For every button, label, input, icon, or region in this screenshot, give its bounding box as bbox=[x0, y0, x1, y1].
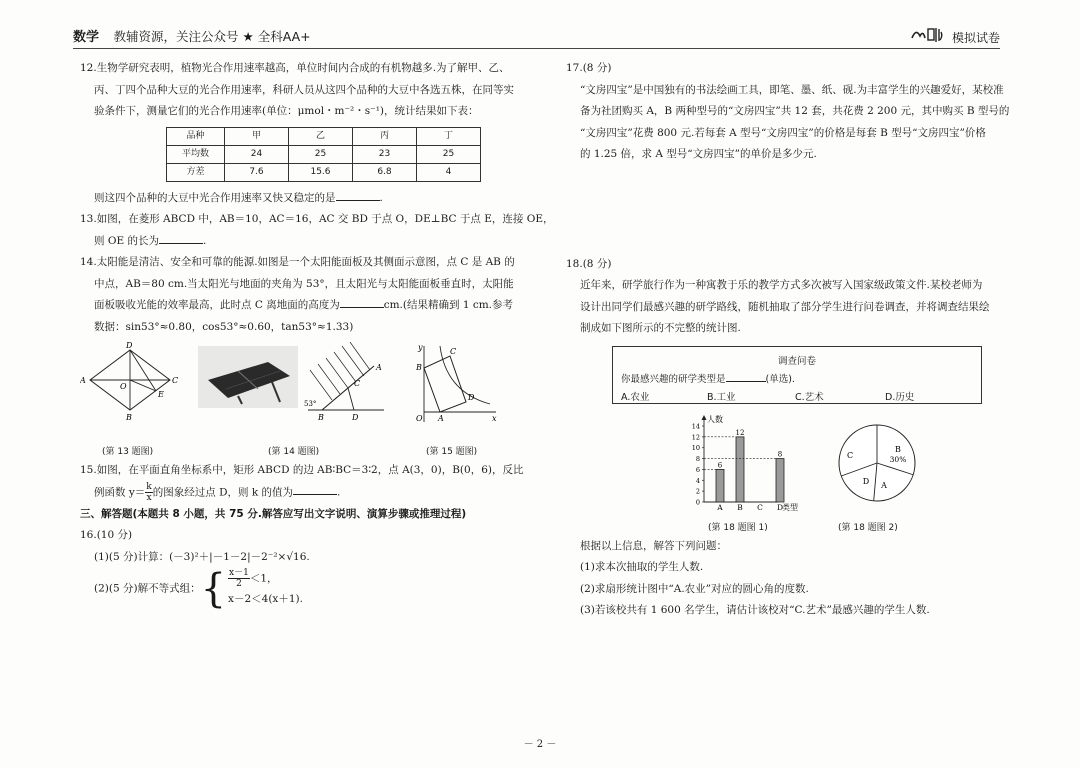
q17-line-4: 的 1.25 倍，求 A 型号“文房四宝”的单价是多少元. bbox=[580, 148, 817, 160]
q14-line-2: 中点，AB＝80 cm.当太阳光与地面的夹角为 53°，且太阳光与太阳能面板垂直时，太阳能 bbox=[94, 277, 514, 290]
q15-line-1: 15.如图，在平面直角坐标系中，矩形 ABCD 的边 AB∶BC＝3∶2，点 A(3，0)，B(0，6)，反比 bbox=[80, 464, 524, 476]
q17-title: 17.(8 分) bbox=[566, 62, 612, 74]
q13-ask-text: 则 OE 的长为 bbox=[94, 234, 159, 247]
table-cell: 25 bbox=[289, 145, 353, 163]
inequality-2: x－2＜4(x＋1). bbox=[228, 593, 303, 605]
fig15-label: B bbox=[416, 363, 422, 372]
q18-charts bbox=[566, 410, 1012, 518]
pie-slice-label: D bbox=[862, 476, 870, 486]
brace-icon: { bbox=[200, 565, 227, 612]
q17-line-1: “文房四宝”是中国独有的书法绘画工具，即笔、墨、纸、砚.为丰富学生的兴趣爱好，某校准 bbox=[580, 83, 1004, 96]
fraction-numerator: x－1 bbox=[229, 568, 249, 578]
bar-data-label: 8 bbox=[777, 450, 783, 459]
x-axis-label: 类型 bbox=[782, 502, 798, 512]
y-tick-label: 4 bbox=[695, 476, 700, 485]
table-cell: 7.6 bbox=[225, 163, 289, 181]
brand-logo bbox=[910, 26, 944, 48]
y-tick-label: 14 bbox=[691, 422, 700, 430]
q15-text: 例函数 y＝ bbox=[94, 486, 146, 498]
inequality-1-tail: ＜1， bbox=[249, 572, 278, 585]
fig13-label: C bbox=[172, 376, 179, 385]
table-cell: 25 bbox=[417, 145, 481, 163]
fig15-label: D bbox=[468, 393, 475, 402]
exam-type-label: 模拟试卷 bbox=[951, 30, 1000, 45]
q12-line-2: 丙、丁四个品种大豆的光合作用速率，科研人员从这四个品种的大豆中各选五株，在同等实 bbox=[94, 83, 514, 96]
q17-line-2: 备为社团购买 A，B 两种型号的“文房四宝”共 12 套，共花费 2 200 元，其中购买 B 型号的 bbox=[580, 105, 1010, 117]
x-tick-label: B bbox=[737, 502, 743, 512]
survey-option-a: A.农业 bbox=[621, 391, 650, 403]
pie-slice-label: C bbox=[846, 450, 854, 460]
subject-label: 数学 bbox=[73, 30, 100, 45]
figure-15-caption: (第 15 题图) bbox=[426, 447, 478, 457]
q12-ask-end: . bbox=[379, 191, 383, 204]
q18-line-3: 制成如下图所示的不完整的统计图. bbox=[580, 322, 741, 334]
q14-line-3 bbox=[80, 295, 520, 317]
q18-captions bbox=[566, 518, 1012, 536]
bar bbox=[736, 436, 744, 501]
fig13-label: A bbox=[80, 376, 86, 385]
q15-text: 的图象经过点 D，则 k 的值为 bbox=[152, 486, 294, 498]
pie-slice-label: B bbox=[895, 444, 901, 454]
q16-part-2 bbox=[80, 565, 520, 612]
chart-2-caption: (第 18 题图 2) bbox=[838, 522, 898, 533]
q14-line-4: 数据：sin53°≈0.80，cos53°≈0.60，tan53°≈1.33) bbox=[94, 320, 354, 333]
answer-blank bbox=[159, 232, 203, 244]
pie-slice-percent: 30% bbox=[889, 454, 907, 464]
figure-captions bbox=[80, 442, 520, 460]
fig13-label: O bbox=[120, 382, 127, 391]
answer-blank bbox=[336, 189, 380, 201]
figure-14-caption: (第 14 题图) bbox=[268, 447, 320, 457]
fig13-label: D bbox=[126, 342, 133, 350]
q15-line-2 bbox=[80, 482, 520, 504]
y-tick-label: 0 bbox=[695, 498, 700, 506]
q18-ask-3: (3)若该校共有 1 600 名学生，请估计该校对“C.艺术”最感兴趣的学生人数. bbox=[580, 604, 930, 616]
survey-box bbox=[612, 346, 982, 404]
fraction-numerator: k bbox=[146, 481, 152, 492]
inequality-system bbox=[200, 565, 303, 612]
q12-line-1: 12.生物学研究表明，植物光合作用速率越高，单位时间内合成的有机物越多.为了解甲、乙、 bbox=[80, 62, 510, 74]
q18-ask-2: (2)求扇形统计图中“A.农业”对应的圆心角的度数. bbox=[580, 582, 809, 595]
q13-line-1: 13.如图，在菱形 ABCD 中，AB＝10，AC＝16，AC 交 BD 于点 O，DE⊥BC 于点 E，连接 OE， bbox=[80, 213, 554, 225]
left-column bbox=[80, 58, 554, 612]
table-cell: 丁 bbox=[417, 127, 481, 145]
header-rule bbox=[73, 48, 1000, 49]
q16-part-2-label: (2)(5 分)解不等式组： bbox=[94, 582, 201, 595]
fraction-denominator: x bbox=[146, 492, 152, 503]
table-cell: 甲 bbox=[225, 127, 289, 145]
table-cell: 平均数 bbox=[167, 145, 225, 163]
figure-13-caption: (第 13 题图) bbox=[102, 447, 154, 457]
survey-option-c: C.艺术 bbox=[795, 391, 824, 403]
survey-question-text: 你最感兴趣的研学类型是 bbox=[621, 373, 726, 385]
pie-chart bbox=[832, 418, 922, 508]
y-axis-arrow-icon bbox=[702, 415, 707, 420]
y-tick-label: 6 bbox=[695, 465, 700, 474]
section-3-heading: 三、解答题(本题共 8 小题，共 75 分.解答应写出文字说明、演算步骤或推理过程) bbox=[80, 507, 467, 520]
table-header-row bbox=[167, 127, 481, 145]
right-column bbox=[566, 58, 1012, 622]
q16-part-1: (1)(5 分)计算：(－3)²＋|－1－2|－2⁻²×√16. bbox=[94, 550, 310, 563]
figure-14-photo bbox=[198, 346, 298, 408]
q12-data-table bbox=[166, 127, 481, 182]
bar-data-label: 6 bbox=[717, 460, 723, 469]
brand-logo-icon bbox=[910, 26, 944, 44]
fig14-label: D bbox=[352, 413, 359, 422]
q18-line-2: 设计出同学们最感兴趣的研学路线，随机抽取了部分学生进行问卷调查，并将调查结果绘 bbox=[580, 300, 990, 313]
fig14-label: B bbox=[318, 413, 324, 422]
q17-answer-space bbox=[566, 166, 1012, 254]
answer-blank bbox=[726, 372, 766, 382]
table-cell: 4 bbox=[417, 163, 481, 181]
bar-chart bbox=[682, 410, 812, 516]
fig14-label: C bbox=[354, 379, 361, 388]
q13-line-2 bbox=[80, 231, 520, 253]
q12-line-3: 验条件下，测量它们的光合作用速率(单位：μmol・m⁻²・s⁻¹)，统计结果如下表： bbox=[94, 105, 479, 117]
figures-row bbox=[80, 342, 520, 442]
fig15-label: y bbox=[418, 343, 423, 352]
answer-blank bbox=[340, 296, 384, 308]
table-cell: 6.8 bbox=[353, 163, 417, 181]
y-tick-label: 2 bbox=[695, 487, 700, 496]
chart-1-caption: (第 18 题图 1) bbox=[708, 522, 768, 533]
q18-line-1: 近年来，研学旅行作为一种寓教于乐的教学方式多次被写入国家级政策文件.某校老师为 bbox=[580, 279, 983, 291]
figure-15-coordinate bbox=[410, 342, 500, 426]
pie-slice-label: A bbox=[881, 480, 887, 490]
y-tick-label: 12 bbox=[691, 432, 700, 441]
table-cell: 丙 bbox=[353, 127, 417, 145]
bar bbox=[776, 458, 784, 501]
y-tick-label: 8 bbox=[695, 454, 700, 463]
q14-ask-end: cm.(结果精确到 1 cm.参考 bbox=[383, 299, 514, 311]
fig15-label: A bbox=[438, 414, 444, 423]
fig13-label: E bbox=[158, 390, 164, 399]
survey-question-end: (单选). bbox=[765, 373, 795, 385]
q16-title: 16.(10 分) bbox=[80, 529, 133, 541]
x-tick-label: C bbox=[757, 502, 763, 512]
answer-blank bbox=[293, 483, 337, 495]
q18-ask-1: (1)求本次抽取的学生人数. bbox=[580, 561, 704, 573]
q13-ask-end: . bbox=[202, 234, 207, 247]
fig14-label: 53° bbox=[304, 400, 317, 408]
y-tick-label: 10 bbox=[691, 443, 700, 452]
survey-option-d: D.历史 bbox=[885, 391, 915, 403]
table-cell: 品种 bbox=[167, 127, 225, 145]
fig14-label: A bbox=[376, 363, 382, 372]
page-header-left bbox=[73, 26, 311, 45]
q14-line-1: 14.太阳能是清洁、安全和可靠的能源.如图是一个太阳能面板及其侧面示意图，点 C 是 AB 的 bbox=[80, 256, 515, 268]
q17-line-3: “文房四宝”花费 800 元.若每套 A 型号“文房四宝”的价格是每套 B 型号“文房四宝”价格 bbox=[580, 126, 986, 139]
x-tick-label: A bbox=[717, 502, 723, 512]
figure-14-diagram bbox=[300, 342, 388, 422]
fig15-label: O bbox=[416, 414, 423, 423]
table-cell: 方差 bbox=[167, 163, 225, 181]
inequality-fraction bbox=[228, 568, 250, 589]
fig13-label: B bbox=[126, 413, 132, 422]
q12-ask-text: 则这四个品种的大豆中光合作用速率又快又稳定的是 bbox=[94, 191, 336, 204]
q15-text-end: . bbox=[337, 486, 341, 498]
table-cell: 24 bbox=[225, 145, 289, 163]
fig15-label: C bbox=[450, 347, 457, 356]
q18-title: 18.(8 分) bbox=[566, 257, 612, 270]
table-cell: 23 bbox=[353, 145, 417, 163]
table-cell: 15.6 bbox=[289, 163, 353, 181]
table-row bbox=[167, 145, 481, 163]
fig15-label: x bbox=[492, 414, 497, 423]
q15-fraction bbox=[145, 482, 152, 503]
fraction-denominator: 2 bbox=[236, 579, 242, 589]
x-tick-label: D bbox=[776, 502, 784, 512]
q14-ask-text: 面板吸收光能的效率最高，此时点 C 离地面的高度为 bbox=[94, 299, 340, 311]
page-header-right bbox=[910, 26, 1000, 48]
q18-intro: 根据以上信息，解答下列问题： bbox=[580, 539, 727, 552]
figure-13-rhombus bbox=[80, 342, 180, 422]
table-cell: 乙 bbox=[289, 127, 353, 145]
bar-data-label: 12 bbox=[735, 428, 745, 437]
survey-option-b: B.工业 bbox=[707, 391, 736, 403]
inequality-1 bbox=[228, 568, 303, 589]
table-row bbox=[167, 163, 481, 181]
page-number: － 2 － bbox=[523, 739, 557, 750]
y-axis-label: 人数 bbox=[707, 414, 723, 424]
q12-ask bbox=[80, 188, 520, 210]
survey-title: 调查问卷 bbox=[777, 355, 816, 367]
bar bbox=[716, 469, 724, 502]
source-note: 教辅资源，关注公众号 ★ 全科AA+ bbox=[113, 29, 311, 44]
